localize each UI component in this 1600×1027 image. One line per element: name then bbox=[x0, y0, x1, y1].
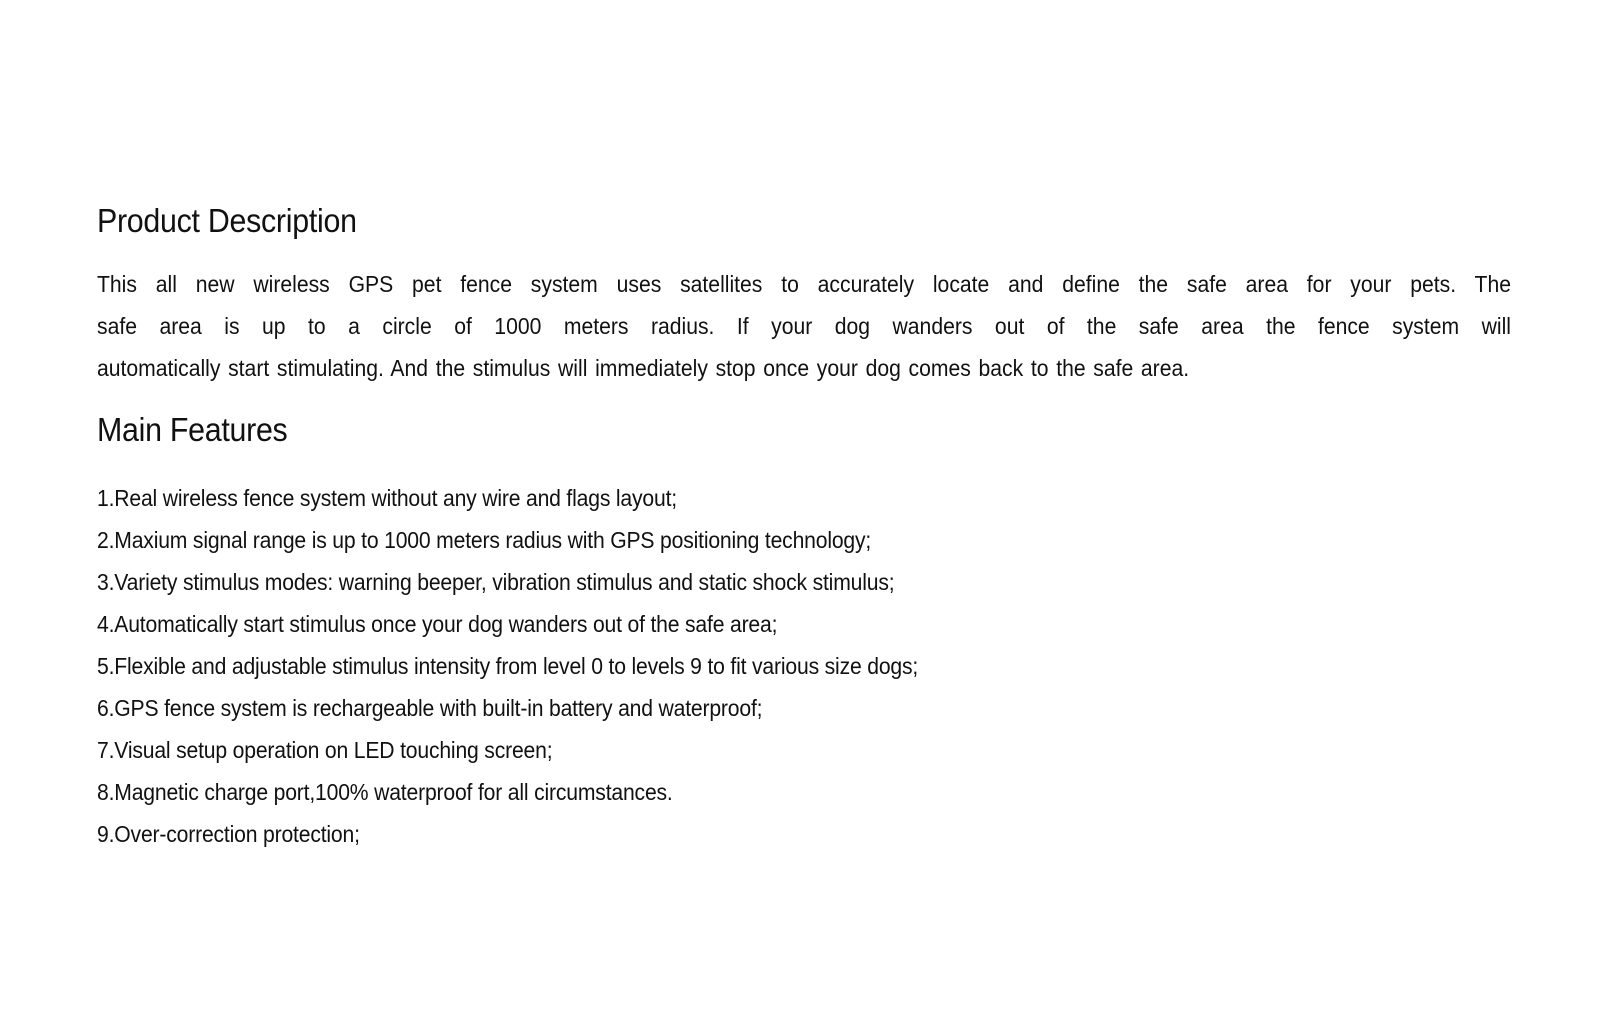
product-description-heading: Product Description bbox=[97, 202, 357, 239]
main-features-heading: Main Features bbox=[97, 411, 288, 448]
description-line: This all new wireless GPS pet fence system uses satellites to accurately locate and define the safe area for your pets. The bbox=[97, 271, 1511, 297]
feature-item: 3.Variety stimulus modes: warning beeper, vibration stimulus and static shock stimulus; bbox=[97, 569, 895, 595]
feature-item: 7.Visual setup operation on LED touching screen; bbox=[97, 737, 553, 763]
description-line: automatically start stimulating. And the stimulus will immediately stop once your dog comes back to the safe area. bbox=[97, 355, 1190, 381]
feature-item: 5.Flexible and adjustable stimulus intensity from level 0 to levels 9 to fit various size dogs; bbox=[97, 653, 919, 679]
description-line: safe area is up to a circle of 1000 meters radius. If your dog wanders out of the safe area the fence system will bbox=[97, 313, 1511, 339]
product-description-paragraph bbox=[97, 263, 1511, 389]
feature-item: 8.Magnetic charge port,100% waterproof for all circumstances. bbox=[97, 779, 673, 805]
feature-item: 4.Automatically start stimulus once your dog wanders out of the safe area; bbox=[97, 611, 778, 637]
feature-item: 1.Real wireless fence system without any wire and flags layout; bbox=[97, 485, 677, 511]
feature-item: 9.Over-correction protection; bbox=[97, 821, 360, 847]
feature-item: 2.Maxium signal range is up to 1000 meters radius with GPS positioning technology; bbox=[97, 527, 872, 553]
feature-item: 6.GPS fence system is rechargeable with built-in battery and waterproof; bbox=[97, 695, 763, 721]
features-list bbox=[97, 477, 1009, 855]
